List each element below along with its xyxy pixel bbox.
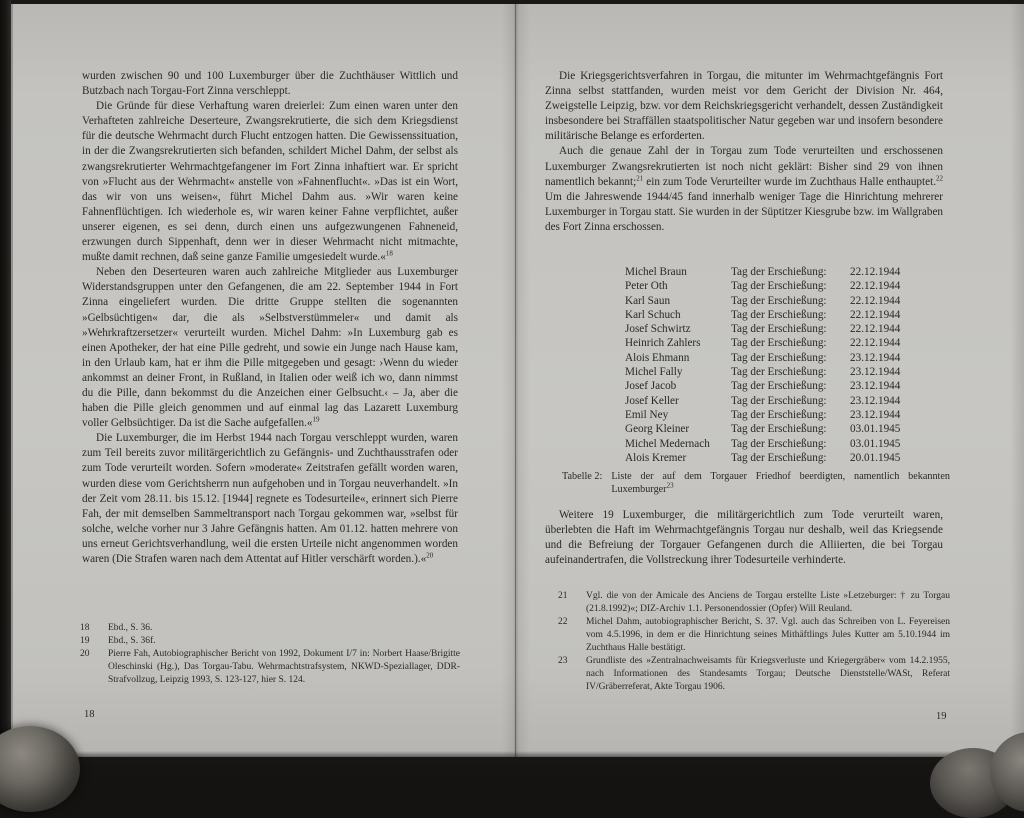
paragraph [545, 69, 943, 144]
execution-date: 22.12.1944 [850, 280, 901, 293]
paragraph-text: Um die Jahreswende 1944/45 fand innerhalb weniger Tage die Hinrichtung mehrerer Luxemburger in Torgau statt. Sie wurden in der Süptitzer Kiesgrube bzw. im Wallgraben des Fort Zinna erschossen. [545, 190, 943, 233]
victim-name: Michel Braun [625, 266, 687, 278]
execution-label: Tag der Erschießung: [731, 266, 827, 278]
execution-label: Tag der Erschießung: [731, 351, 827, 364]
table-row [625, 294, 900, 308]
paragraph-text: Auch die genaue Zahl der in Torgau zum Tode verurteilten und erschossenen Luxemburger Zwangsrekrutierten ist noch nicht geklärt: Bisher sind 29 von ihnen namentlich bekannt; [545, 145, 943, 188]
page-number-right: 19 [936, 711, 947, 722]
victim-name: Peter Oth [625, 280, 668, 293]
table-row [625, 336, 900, 350]
execution-date: 23.12.1944 [850, 394, 901, 407]
table-row [625, 365, 900, 379]
victim-name: Georg Kleiner [625, 423, 690, 436]
paragraph [545, 508, 943, 568]
footnote-number: 22 [558, 617, 568, 627]
victim-name: Karl Saun [625, 294, 671, 307]
footnote-ref-19: 19 [312, 415, 320, 424]
execution-label: Tag der Erschießung: [731, 280, 827, 293]
paragraph [82, 99, 458, 265]
table-row [625, 379, 900, 393]
table-row [625, 265, 900, 279]
footnote-number: 18 [80, 623, 90, 633]
paragraph-text: Die Gründe für diese Verhaftung waren dreierlei: Zum einen waren unter den Verhafteten zahlreiche Deserteure, Zwangsrekrutierte, die sich dem Kriegsdienst für die deutsche Wehrmacht durch Flucht entzogen hatten. Die Gewissenssituation, in der die Zwangsrekrutierten sich befanden, schildert Michel Dahm, der selbst als zwangsrekrutierter Wehrmachtgefangener im Fort Zinna inhaftiert war. Er spricht von »Flucht aus der Wehrmacht« anstelle von »Fahnenflucht«. »Das ist ein Wort, das wir von uns weisen«, führt Michel Dahm aus. »Wir waren keine Fahnenflüchtigen. Ich wiederhole es, wir waren keiner Fahne verpflichtet, außer unserer eigenen, es sei denn, durch einen uns aufgezwungenen Fahneneid, erzwungen durch Sippenhaft, denn wer in dieser Wehrmacht nicht mitmachte, mußte damit rechnen, daß seine ganze Familie umgesiedelt wurde.« [82, 100, 458, 264]
table-caption [562, 470, 950, 496]
table-row [625, 451, 900, 465]
victim-name: Emil Ney [625, 408, 669, 421]
gutter-shadow [502, 4, 530, 757]
paragraph [82, 431, 458, 567]
table-caption-label: Tabelle 2: [562, 471, 603, 482]
paragraph [82, 265, 458, 431]
caption-text-body: Liste der auf dem Torgauer Friedhof beerdigten, namentlich bekannten Luxemburger [611, 471, 950, 496]
execution-date: 23.12.1944 [850, 408, 901, 421]
execution-label: Tag der Erschießung: [731, 366, 827, 379]
execution-date: 22.12.1944 [850, 308, 901, 321]
victim-name: Heinrich Zahlers [625, 337, 701, 350]
table-row [625, 394, 900, 408]
execution-date: 03.01.1945 [850, 437, 901, 450]
scan-edge-top [0, 0, 1024, 4]
footnote-item [80, 635, 460, 648]
footnote-ref-20: 20 [426, 551, 434, 560]
page-number-left: 18 [84, 709, 95, 720]
footnote-item [80, 622, 460, 635]
execution-date: 20.01.1945 [850, 451, 901, 464]
footnote-ref-18: 18 [385, 249, 393, 258]
footnote-item [80, 648, 460, 687]
footnote-item [558, 616, 950, 655]
footnote-number: 21 [558, 591, 568, 601]
left-page-text [82, 69, 458, 567]
execution-label: Tag der Erschießung: [731, 408, 827, 421]
table-row [625, 279, 900, 293]
execution-date: 23.12.1944 [850, 351, 901, 364]
footnote-text: Ebd., S. 36f. [108, 636, 156, 646]
table-row [625, 437, 900, 451]
execution-date: 03.01.1945 [850, 423, 901, 436]
gutter-line [515, 4, 516, 757]
execution-label: Tag der Erschießung: [731, 451, 827, 464]
execution-table [625, 265, 900, 465]
victim-name: Alois Kremer [625, 451, 687, 464]
victim-name: Michel Medernach [625, 437, 710, 450]
execution-date: 22.12.1944 [850, 337, 901, 350]
footnote-text: Pierre Fah, Autobiographischer Bericht von 1992, Dokument I/7 in: Norbert Haase/Brigitte Oleschinski (Hg.), Das Torgau-Tabu. Wehrmachtstrafsystem, NKWD-Speziallager, DDR-Strafvollzug, Leipzig 1993, S. 123-127, hier S. 124. [108, 649, 460, 685]
left-page-footnotes [80, 622, 460, 687]
table-row [625, 408, 900, 422]
page-edge-highlight [11, 4, 13, 757]
footnote-ref-22: 22 [936, 173, 943, 182]
footnote-number: 19 [80, 636, 90, 646]
paragraph-text: Die Luxemburger, die im Herbst 1944 nach Torgau verschleppt wurden, waren zum Teil bereits zuvor militärgerichtlich zu Gefängnis- und Zuchthausstrafen oder zum Tode verurteilt worden. Sofern »moderate« Zeitstrafen gefällt worden waren, wurden diese vom Gerichtsherrn nun aufgehoben und in Torgau neuverhandelt. »In der Zeit vom 28.11. bis 15.12. [1944] regnete es Todesurteile«, erinnert sich Pierre Fah, der mit demselben Sammeltransport nach Torgau gekommen war, »selbst für solche, welche vorher nur 3 Jahre Gefängnis hatten. Am 01.12. hatten mehrere von uns erneut Gerichtsverhandlung, weil die ersten Urteile nicht angenommen worden waren (Die Strafen waren nach dem Attentat auf Hitler verschärft worden.).« [82, 432, 458, 565]
paragraph-text: Die Kriegsgerichtsverfahren in Torgau, die mitunter im Wehrmachtgefängnis Fort Zinna selbst stattfanden, wurden meist vor dem Gericht der Division Nr. 464, Zweigstelle Leipzig, bzw. vor dem Reichskriegsgericht verhandelt, dessen Zuständigkeit insbesondere bei Straffällen staatspolitischer Natur gegeben war und insofern besondere militärische Belange es erforderten. [545, 70, 943, 143]
execution-date: 23.12.1944 [850, 366, 901, 379]
book-spine-edge [0, 0, 11, 775]
footnote-ref-21: 21 [636, 173, 644, 182]
footnote-ref-23: 23 [666, 481, 674, 490]
footnote-number: 20 [80, 649, 90, 659]
victim-name: Karl Schuch [625, 308, 681, 321]
right-page-text [545, 69, 943, 235]
victim-name: Alois Ehmann [625, 351, 690, 364]
execution-label: Tag der Erschießung: [731, 380, 827, 393]
footnote-text: Ebd., S. 36. [108, 623, 153, 633]
table-row [625, 351, 900, 365]
right-page-footnotes [558, 590, 950, 694]
execution-label: Tag der Erschießung: [731, 337, 827, 350]
footnote-text: Grundliste des »Zentralnachweisamts für Kriegsverluste und Kriegergräber« vom 14.2.1955, nach Informationen des Standesamts Torgau; Deutsche Dienststelle/WASt, Referat IV/Gräberreferat, Akte Torgau 1906. [586, 656, 950, 692]
footnote-text: Vgl. die von der Amicale des Anciens de Torgau erstellte Liste »Letzeburger: † zu Torgau (21.8.1992)«; DIZ-Archiv 1.1. Personendossier (Opfer) Will Reuland. [586, 591, 950, 614]
victim-name: Josef Keller [625, 394, 679, 407]
execution-label: Tag der Erschießung: [731, 323, 827, 336]
paragraph [82, 69, 458, 99]
execution-label: Tag der Erschießung: [731, 394, 827, 407]
footnote-item [558, 590, 950, 616]
table-row [625, 308, 900, 322]
table-caption-text [602, 470, 950, 496]
execution-label: Tag der Erschießung: [731, 423, 827, 436]
execution-label: Tag der Erschießung: [731, 308, 827, 321]
right-page-paragraph-3 [545, 508, 943, 568]
paragraph-text: Neben den Deserteuren waren auch zahlreiche Mitglieder aus Luxemburger Widerstandsgruppen unter den Gefangenen, die am 22. September 1944 in Fort Zinna eingeliefert wurden. Die dritte Gruppe stellten die sogenannten »Gelbsüchtigen« dar, die als »Selbstverstümmeler« und damit als »Wehrkraftzersetzer« verurteilt wurden. Michel Dahm: »In Luxemburg gab es einen Apotheker, der hat eine Pille gedreht, und sowie ein Junge nach Hause kam, in den Urlaub kam, hat er ihm die Pille mitgegeben und gesagt: ›Wenn du wieder ankommst an deiner Front, in Rußland, in Italien oder weiß ich wo, dann nimmst du die Pille, dann bekommst du die Anzeichen einer Gelbsucht.‹ – Ja, aber die haben die Pille gleich genommen und auf einmal lag das Lazarett Luxemburg voller Gelbsüchtiger. Da ist die Sache aufgefallen.« [82, 266, 458, 430]
table-row [625, 422, 900, 436]
victim-name: Josef Jacob [625, 380, 677, 393]
execution-date: 22.12.1944 [850, 294, 901, 307]
execution-label: Tag der Erschießung: [731, 437, 827, 450]
paragraph-text: Weitere 19 Luxemburger, die militärgerichtlich zum Tode verurteilt waren, überlebten die Haft im Wehrmachtgefängnis Torgau nur deshalb, weil das Kriegsende und die Befreiung der Torgauer Gefangenen durch die Alliierten, die bei Torgau aufeinandertrafen, die Vollstreckung ihrer Todesurteile verhinderte. [545, 509, 943, 567]
paragraph-text: wurden zwischen 90 und 100 Luxemburger über die Zuchthäuser Wittlich und Butzbach nach Torgau-Fort Zinna verschleppt. [82, 70, 458, 98]
paragraph [545, 144, 943, 235]
footnote-text: Michel Dahm, autobiographischer Bericht, S. 37. Vgl. auch das Schreiben von L. Feyereisen vom 4.5.1996, in dem er die Hinrichtung seines Mithäftlings Jules Kutter am 5.10.1944 im Zuchthaus Halle bestätigt. [586, 617, 950, 653]
victim-name: Michel Fally [625, 366, 683, 379]
execution-date: 23.12.1944 [850, 380, 901, 393]
table-row [625, 322, 900, 336]
execution-date: 22.12.1944 [850, 323, 901, 336]
footnote-item [558, 655, 950, 694]
execution-date: 22.12.1944 [850, 266, 901, 278]
victim-name: Josef Schwirtz [625, 323, 691, 336]
paragraph-text: ein zum Tode Verurteilter wurde im Zuchthaus Halle enthauptet. [643, 175, 936, 188]
footnote-number: 23 [558, 656, 568, 666]
scan-edge-bottom [0, 751, 1024, 775]
execution-label: Tag der Erschießung: [731, 294, 827, 307]
